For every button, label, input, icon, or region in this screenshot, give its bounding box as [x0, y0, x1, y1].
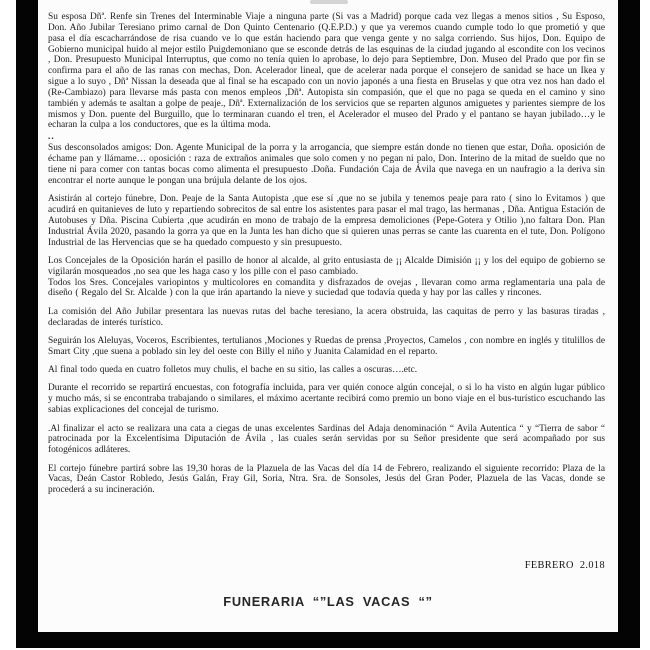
body-paragraph-amigos: Sus desconsolados amigos: Don. Agente Municipal de la porra y la arrogancia, que siempre están donde no tienen que estar, Doña. oposición de échame pan y llámame… oposición : raza de extraños animales que solo comen y no pegan ni palo, Don. Interino de la mitad de sueldo que no tiene ni para comer con tantas bocas como alimenta el presupuesto .Doña. Fundación Caja de Ávila que navega en un naufragio a la deriva sin encontrar el norte aunque le pongan una brújula delante de los ojos.: [48, 143, 605, 186]
obituary-text-block: [48, 12, 605, 504]
body-paragraph-folletos: Al final todo queda en cuatro folletos muy chulis, el bache en su sitio, las calles a oscuras….etc.: [48, 365, 418, 376]
body-paragraph-family: Su esposa Dñª. Renfe sin Trenes del Interminable Viaje a ninguna parte (Si vas a Madrid) porque cada vez llegas a menos sitios , Su Esposo, Don. Año Jubilar Teresiano primo carnal de Don Quinto Centenario (Q.E.P.D.) y que ya veremos cuando cumple todo lo que prometió y que pasa el día escacharrándose de risa cuando ve lo que están haciendo para que venga gente y no salga corriendo. Sus hijos, Don. Equipo de Gobierno municipal huido al mejor estilo Puigdemoniano que se esconde detrás de las esquinas de la ciudad jugando al escondite con los vecinos , Don. Presupuesto Municipal Interruptus, que como no tenía quien lo aprobase, lo dejo para Septiembre, Don. Museo del Prado que por fin se confirma para el año de las ranas con mechas, Don. Acelerador lineal, que de acelerar nada porque el consejero de sanidad se hace un Ikea y sigue a lo suyo , Dñª Nissan la deseada que al final se ha escapado con un novio japonés a una fiesta en Bruselas y que otra vez nos han dado el (Re-Cambiazo) para llevarse más pasta con menos empleos ,Dñª. Autopista sin compasión, que el que no paga se queda en el camino y sino también y además te asaltan a golpe de peaje., Dñª. Externalización de los servicios que se reparten algunos amiguetes y parientes siempre de los mismos y Don. puente del Burguillo, que lo terminaran cuando el tren, el Acelerador el museo del Prado y el pantano se hayan jubilado…y le echaran la culpa a los conductores, que es la última moda.: [48, 12, 605, 131]
body-paragraph-concejales: Los Concejales de la Oposición harán el pasillo de honor al alcalde, al grito entusiasta de ¡¡ Alcalde Dimisión ¡¡ y los del equipo de gobierno se vigilarán mosqueados ,no sea que les haga caso y los pille con el paso cambiado.: [48, 255, 605, 277]
body-paragraph-encuestas: Durante el recorrido se repartirá encuestas, con fotografía incluida, para ver quién conoce algún concejal, o si lo ha visto en algún lugar público y mucho más, si se encontraba trabajando o similares, el máximo acertante recibirá como premio un bono viaje en el bus-turístico escuchando las sabias explicaciones del concejal de turismo.: [48, 383, 605, 416]
body-paragraph-sardinas: .Al finalizar el acto se realizara una cata a ciegas de unas excelentes Sardinas del Adaja denominación “ Avila Autentica “ y “Tierra de sabor “ patrocinada por la Excelentísima Diputación de Ávila , las cuales serán servidas por su Señor presidente que será acompañado por sus fotogénicos adláteres.: [48, 423, 605, 456]
body-paragraph-cortejo: Asistirán al cortejo fúnebre, Don. Peaje de la Santa Autopista ,que ese sí ,que no se jubila y tenemos peaje para rato ( sino lo Evitamos ) que acudirá en quitanieves de luto y repartiendo sobrecitos de sal entre los asistentes para pasar el mal trago, las hermanas , Dña. Antigua Estación de Autobuses y Dña. Piscina Cubierta ,que acudirán en mono de trabajo de la empresa demoliciones (Pepe-Gotera y Otilio ),no faltara Don. Plan Industrial Ávila 2020, pasando la gorra ya que en la Junta les han dicho que si quieren unas perras se cante las cuarenta en el tute, Don. Polígono Industrial de las Hervencias que se ha quedado compuesto y sin presupuesto.: [48, 194, 605, 248]
body-paragraph-comision: La comisión del Año Jubilar presentara las nuevas rutas del bache teresiano, la acera obstruida, las caquitas de perro y las basuras tiradas , declaradas de interés turístico.: [48, 306, 605, 328]
body-paragraph-dots: ..: [48, 132, 55, 143]
body-paragraph-recorrido: El cortejo fúnebre partirá sobre las 19,30 horas de la Plazuela de las Vacas del día 14 de Febrero, realizando el siguiente recorrido: Plaza de la Vacas, Deán Castor Robledo, Jesús Galán, Fray Gil, Soria, Ntra. Sra. de Sonsoles, Jesús del Gran Poder, Plazuela de las Vacas, donde se procederá a su incineración.: [48, 463, 605, 496]
date-line: FEBRERO 2.018: [524, 560, 605, 571]
obituary-document-page: [38, 0, 618, 632]
body-paragraph-pala: Todos los Sres. Concejales variopintos y multicolores en comandita y disfrazados de ovejas , llevaran como arma reglamentaria una pala de diseño ( Regalo del Sr. Alcalde ) con la que irán apartando la nieve y suciedad que todavía queda y hay por las calles y rincones.: [48, 277, 605, 299]
funeraria-title: FUNERARIA “”LAS VACAS “”: [223, 594, 433, 609]
body-paragraph-aleluyas: Seguirán los Aleluyas, Voceros, Escribientes, tertulianos ,Mociones y Ruedas de prensa ,Proyectos, Camelos , con nombre en inglés y titulillos de Smart City ,que suena a poblado sin ley del oeste con Billy el niño y Juanita Calamidad en el reparto.: [48, 335, 605, 357]
scan-artifact: [310, 0, 348, 4]
